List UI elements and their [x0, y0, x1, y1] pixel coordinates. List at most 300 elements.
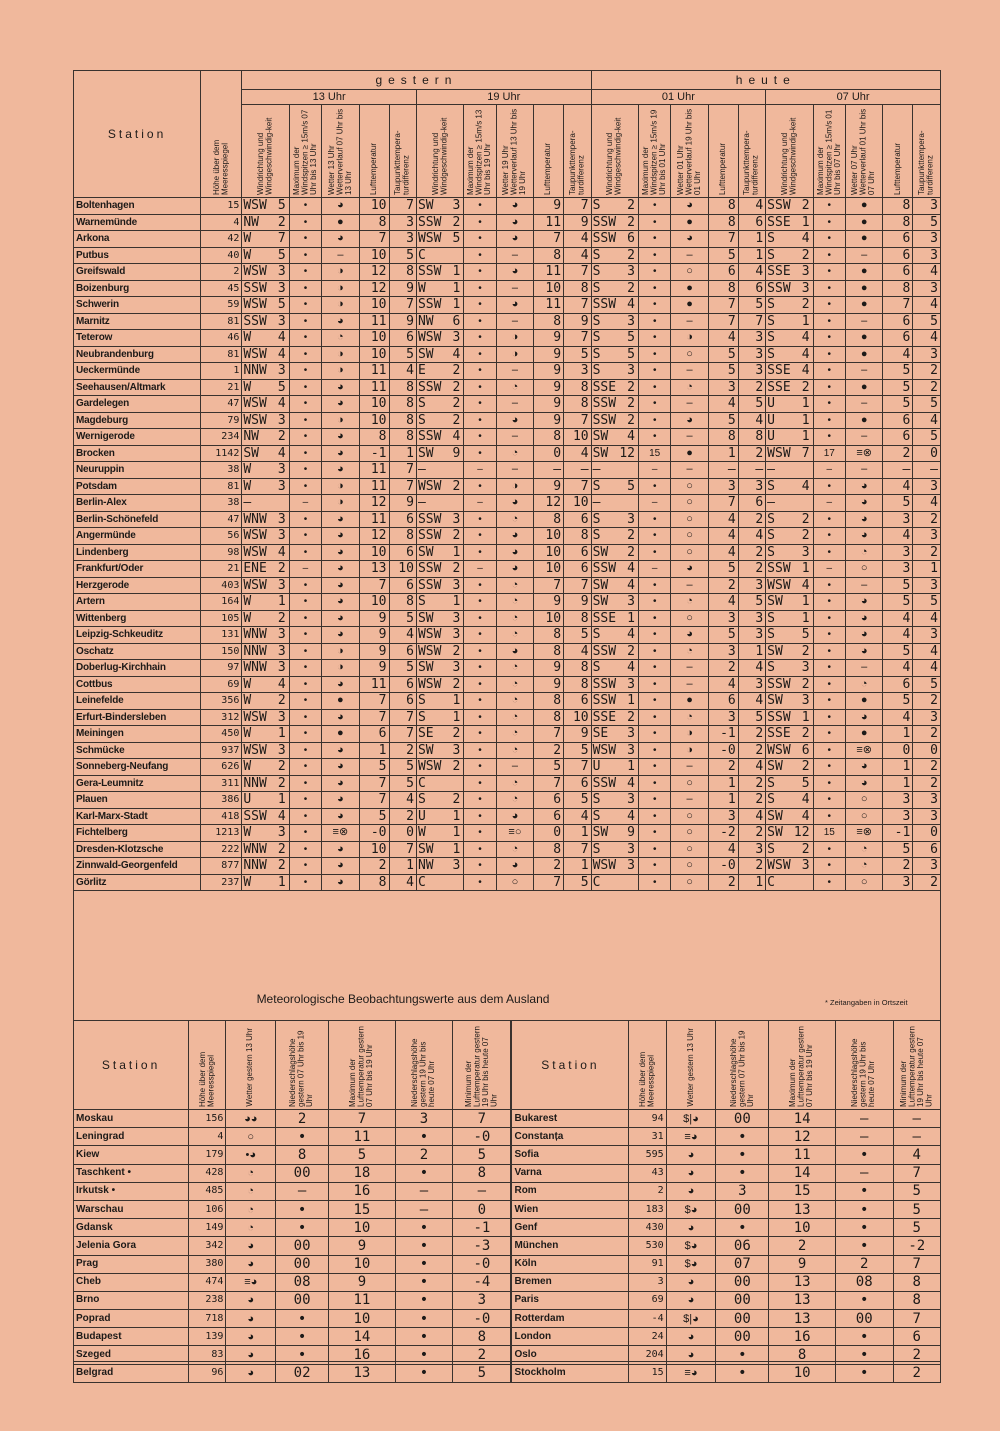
wind-direction: –: [417, 462, 426, 478]
altitude: 238: [189, 1291, 226, 1309]
dewpoint-difference: 1: [738, 231, 765, 248]
wind-direction: SW: [767, 594, 783, 610]
dewpoint-difference: 3: [738, 478, 765, 495]
wind-direction: SW: [767, 643, 783, 659]
wind-gust: •: [289, 676, 321, 693]
table-row: [74, 396, 941, 413]
wind-direction: WSW: [417, 330, 442, 346]
air-temperature: 9: [534, 198, 564, 215]
wind-gust: •: [464, 198, 496, 215]
wind-cell: [416, 511, 463, 528]
weather-symbol: ◑: [322, 643, 359, 660]
wind-speed: 4: [277, 330, 286, 346]
wind-cell: [766, 759, 813, 776]
max-temperature: 5: [329, 1146, 396, 1164]
weather-symbol: –: [671, 429, 708, 446]
station-name: Poprad: [74, 1310, 189, 1328]
air-temperature: 5: [883, 841, 913, 858]
altitude-header: Höhe über dem Meeresspiegel: [201, 71, 242, 198]
air-temperature: 8: [359, 874, 389, 891]
dewpoint-difference: 4: [389, 363, 416, 380]
wind-cell: [766, 396, 813, 413]
wind-direction: U: [767, 396, 775, 412]
wind-cell: [591, 544, 638, 561]
weather-symbol: ≡○: [496, 825, 533, 842]
wind-speed: 2: [627, 412, 635, 428]
air-temperature: 10: [359, 297, 389, 314]
wind-direction: –: [243, 495, 252, 511]
min-temperature: 5: [893, 1200, 941, 1218]
weather-symbol: –: [671, 792, 708, 809]
weather-symbol: ●: [845, 264, 882, 281]
dewpoint-difference: 2: [913, 544, 941, 561]
dewpoint-difference: 6: [564, 511, 592, 528]
wind-speed: 1: [452, 594, 461, 610]
wind-gust: •: [464, 280, 496, 297]
weather-symbol: ◕: [845, 495, 882, 512]
dewpoint-difference: 4: [564, 231, 592, 248]
wind-cell: [591, 825, 638, 842]
wind-direction: C: [592, 874, 601, 890]
dewpoint-difference: 3: [913, 577, 941, 594]
wind-speed: 3: [801, 660, 810, 676]
precipitation-day: •: [716, 1364, 769, 1382]
wind-speed: 2: [627, 643, 635, 659]
wind-cell: [416, 379, 463, 396]
station-name: Leinefelde: [74, 693, 201, 710]
wind-direction: SW: [592, 594, 609, 610]
wind-cell: [591, 478, 638, 495]
air-temperature: 5: [359, 808, 389, 825]
weather-symbol: ◕: [322, 561, 359, 578]
wind-cell: [766, 511, 813, 528]
column-header: Windrichtung und Windgeschwindig-keit: [591, 105, 638, 198]
air-temperature: 7: [883, 297, 913, 314]
wind-speed: 3: [627, 363, 635, 379]
dewpoint-difference: 4: [389, 792, 416, 809]
weather-symbol: ○: [671, 346, 708, 363]
wind-speed: 2: [452, 561, 461, 577]
wind-speed: 4: [277, 808, 286, 824]
wind-gust: •: [813, 808, 845, 825]
precipitation-day: 00: [716, 1200, 769, 1218]
wind-gust: –: [813, 561, 845, 578]
wind-direction: SW: [417, 841, 434, 857]
precipitation-day: •: [716, 1164, 769, 1182]
wind-speed: 2: [627, 247, 635, 263]
wind-gust: •: [289, 396, 321, 413]
air-temperature: 8: [534, 709, 564, 726]
column-header: Windrichtung und Windgeschwindig-keit: [416, 105, 463, 198]
wind-speed: 3: [627, 742, 635, 758]
dewpoint-difference: 6: [564, 775, 592, 792]
wind-gust: •: [289, 231, 321, 248]
dewpoint-difference: 2: [738, 742, 765, 759]
dewpoint-difference: 3: [738, 346, 765, 363]
wind-direction: S: [767, 544, 775, 560]
air-temperature: 10: [534, 528, 564, 545]
wind-gust: •: [464, 231, 496, 248]
air-temperature: 9: [534, 660, 564, 677]
wind-speed: 4: [801, 478, 810, 494]
wind-speed: 1: [801, 594, 810, 610]
wind-gust: •: [813, 726, 845, 743]
weather-symbol: ◕: [666, 1328, 716, 1346]
wind-direction: SW: [592, 445, 609, 461]
station-name: Wernigerode: [74, 429, 201, 446]
dewpoint-difference: 7: [564, 759, 592, 776]
dewpoint-difference: 7: [389, 297, 416, 314]
altitude: 42: [201, 231, 242, 248]
weather-symbol: ◕: [845, 627, 882, 644]
altitude: 106: [189, 1200, 226, 1218]
altitude: 45: [201, 280, 242, 297]
altitude: 81: [201, 346, 242, 363]
altitude: 356: [201, 693, 242, 710]
wind-gust: •: [638, 577, 670, 594]
weather-symbol: ◕: [322, 742, 359, 759]
wind-cell: [766, 726, 813, 743]
altitude: 530: [629, 1237, 666, 1255]
wind-speed: 2: [627, 214, 635, 230]
air-temperature: 1: [883, 759, 913, 776]
altitude: 450: [201, 726, 242, 743]
weather-symbol: ◕: [666, 1182, 716, 1200]
air-temperature: 10: [534, 561, 564, 578]
weather-symbol: ◑: [671, 742, 708, 759]
wind-cell: [766, 643, 813, 660]
wind-speed: 4: [801, 346, 810, 362]
air-temperature: 8: [534, 313, 564, 330]
max-temperature: 13: [769, 1310, 836, 1328]
air-temperature: 7: [534, 577, 564, 594]
wind-cell: [591, 412, 638, 429]
weather-symbol: –: [671, 363, 708, 380]
precipitation-night: 2: [395, 1146, 453, 1164]
min-temperature: 5: [453, 1146, 512, 1164]
wind-gust: –: [464, 561, 496, 578]
max-temperature: 15: [329, 1200, 396, 1218]
station-name: Warschau: [74, 1200, 189, 1218]
altitude: 342: [189, 1237, 226, 1255]
altitude: 139: [189, 1328, 226, 1346]
wind-cell: [591, 660, 638, 677]
dewpoint-difference: 6: [564, 693, 592, 710]
table-row: [74, 264, 941, 281]
wind-gust: •: [464, 792, 496, 809]
weather-symbol: –: [496, 363, 533, 380]
wind-gust: •: [464, 693, 496, 710]
air-temperature: 10: [359, 396, 389, 413]
air-temperature: 9: [534, 346, 564, 363]
wind-gust: •: [289, 264, 321, 281]
precipitation-night: 00: [835, 1310, 893, 1328]
table-row: [74, 759, 941, 776]
wind-speed: 2: [452, 379, 461, 395]
wind-direction: W: [243, 330, 252, 346]
wind-cell: [591, 726, 638, 743]
dewpoint-difference: 6: [564, 544, 592, 561]
wind-direction: WSW: [243, 346, 267, 362]
column-header: Taupunkttempera-turdifferenz: [913, 105, 941, 198]
wind-direction: SSE: [767, 214, 791, 230]
domestic-table: [73, 70, 941, 891]
wind-speed: 3: [277, 511, 286, 527]
weather-symbol: ◕: [322, 198, 359, 215]
min-temperature: -3: [453, 1237, 512, 1255]
wind-cell: [591, 214, 638, 231]
altitude: 150: [201, 643, 242, 660]
precipitation-day: •: [276, 1328, 329, 1346]
wind-direction: WSW: [243, 742, 267, 758]
min-temperature: –: [453, 1182, 512, 1200]
station-name: Fichtelberg: [74, 825, 201, 842]
weather-symbol: ○: [671, 610, 708, 627]
table-row: [74, 792, 941, 809]
station-name: Dresden-Klotzsche: [74, 841, 201, 858]
dewpoint-difference: 5: [738, 297, 765, 314]
wind-speed: 1: [452, 693, 461, 709]
wind-speed: 2: [801, 759, 810, 775]
air-temperature: 13: [359, 561, 389, 578]
dewpoint-difference: 3: [738, 330, 765, 347]
air-temperature: 1: [708, 792, 738, 809]
wind-gust: •: [813, 363, 845, 380]
wind-gust: •: [289, 693, 321, 710]
dewpoint-difference: –: [564, 462, 592, 479]
dewpoint-difference: 3: [389, 231, 416, 248]
wind-speed: 1: [452, 280, 461, 296]
dewpoint-difference: 8: [564, 280, 592, 297]
weather-symbol: ◕: [496, 264, 533, 281]
altitude: 4: [189, 1128, 226, 1146]
wind-speed: 3: [452, 627, 461, 643]
wind-gust: •: [464, 412, 496, 429]
table-row: [74, 1255, 941, 1273]
wind-cell: [416, 808, 463, 825]
air-temperature: 4: [883, 660, 913, 677]
wind-direction: SE: [592, 726, 609, 742]
wind-gust: •: [464, 346, 496, 363]
wind-speed: 3: [627, 841, 635, 857]
column-header: Maximum der Lufttemperatur gestern 07 Uhr bis 19 Uhr: [769, 1021, 836, 1110]
wind-speed: 1: [801, 561, 810, 577]
wind-speed: 1: [801, 429, 810, 445]
station-name: Budapest: [74, 1328, 189, 1346]
max-temperature: 11: [329, 1291, 396, 1309]
wind-cell: [766, 429, 813, 446]
wind-direction: SSW: [417, 577, 442, 593]
wind-gust: –: [638, 561, 670, 578]
air-temperature: 3: [883, 561, 913, 578]
wind-speed: 4: [801, 330, 810, 346]
wind-direction: NNW: [243, 643, 267, 659]
dewpoint-difference: 8: [389, 379, 416, 396]
dewpoint-difference: 5: [913, 396, 941, 413]
wind-speed: 2: [801, 643, 810, 659]
wind-gust: •: [813, 792, 845, 809]
wind-gust: •: [464, 396, 496, 413]
altitude: 83: [189, 1346, 226, 1364]
wind-gust: •: [289, 874, 321, 891]
group-today: heute: [591, 71, 940, 90]
air-temperature: 0: [534, 825, 564, 842]
wind-speed: 1: [452, 808, 461, 824]
weather-symbol: ●: [845, 330, 882, 347]
wind-cell: [766, 478, 813, 495]
wind-gust: •: [464, 610, 496, 627]
wind-cell: [242, 660, 289, 677]
wind-direction: W: [243, 825, 252, 841]
wind-gust: •: [289, 627, 321, 644]
precipitation-day: •: [276, 1346, 329, 1364]
wind-speed: 2: [801, 841, 810, 857]
wind-direction: W: [243, 610, 252, 626]
dewpoint-difference: 3: [564, 363, 592, 380]
wind-gust: •: [464, 313, 496, 330]
dewpoint-difference: 2: [738, 511, 765, 528]
dewpoint-difference: 7: [564, 577, 592, 594]
wind-cell: [591, 775, 638, 792]
weather-symbol: –: [671, 247, 708, 264]
precipitation-night: •: [395, 1255, 453, 1273]
weather-symbol: ◔: [496, 775, 533, 792]
wind-direction: SSW: [592, 676, 617, 692]
dewpoint-difference: 2: [913, 379, 941, 396]
dewpoint-difference: 2: [913, 759, 941, 776]
max-temperature: 16: [329, 1182, 396, 1200]
air-temperature: 4: [883, 610, 913, 627]
table-row: [74, 478, 941, 495]
air-temperature: 3: [708, 379, 738, 396]
wind-direction: SW: [592, 577, 609, 593]
wind-direction: W: [243, 247, 252, 263]
table-row: [74, 1310, 941, 1328]
air-temperature: 7: [534, 726, 564, 743]
dewpoint-difference: 7: [389, 726, 416, 743]
dewpoint-difference: 3: [913, 858, 941, 875]
wind-gust: •: [638, 709, 670, 726]
dewpoint-difference: 1: [738, 247, 765, 264]
weather-symbol: ≡⊗: [845, 742, 882, 759]
wind-cell: [242, 709, 289, 726]
wind-direction: SSW: [592, 693, 617, 709]
weather-symbol: ◕: [496, 643, 533, 660]
weather-symbol: ≡⊗: [845, 825, 882, 842]
wind-gust: •: [464, 379, 496, 396]
dewpoint-difference: 7: [389, 841, 416, 858]
weather-symbol: ◔: [496, 792, 533, 809]
dewpoint-difference: 5: [913, 429, 941, 446]
wind-gust: –: [464, 462, 496, 479]
altitude: 595: [629, 1146, 666, 1164]
station-name: Leipzig-Schkeuditz: [74, 627, 201, 644]
wind-speed: 4: [627, 627, 635, 643]
wind-cell: [242, 511, 289, 528]
dewpoint-difference: 0: [913, 445, 941, 462]
wind-gust: •: [464, 726, 496, 743]
wind-cell: [242, 544, 289, 561]
wind-speed: 5: [801, 775, 810, 791]
table-row: [74, 231, 941, 248]
wind-gust: •: [638, 808, 670, 825]
min-temperature: 7: [893, 1255, 941, 1273]
wind-gust: •: [289, 511, 321, 528]
weather-symbol: ◕: [322, 759, 359, 776]
wind-direction: SW: [592, 825, 609, 841]
wind-cell: [242, 247, 289, 264]
weather-symbol: ●: [671, 280, 708, 297]
wind-direction: SSW: [592, 297, 617, 313]
wind-cell: [766, 214, 813, 231]
dewpoint-difference: 10: [389, 561, 416, 578]
air-temperature: 8: [359, 214, 389, 231]
wind-cell: [591, 379, 638, 396]
station-name: Sofia: [511, 1146, 628, 1164]
wind-speed: 3: [801, 264, 810, 280]
wind-gust: –: [289, 561, 321, 578]
wind-speed: 4: [801, 808, 810, 824]
air-temperature: –: [883, 462, 913, 479]
column-header: Lufttemperatur: [708, 105, 738, 198]
wind-cell: [416, 858, 463, 875]
weather-symbol: ◔: [322, 330, 359, 347]
air-temperature: 8: [883, 214, 913, 231]
dewpoint-difference: 8: [564, 660, 592, 677]
wind-gust: •: [464, 247, 496, 264]
wind-gust: •: [464, 264, 496, 281]
weather-symbol: ◕: [496, 808, 533, 825]
weather-symbol: ◔: [496, 445, 533, 462]
wind-speed: 1: [801, 709, 810, 725]
column-header: Höhe über dem Meeresspiegel: [189, 1021, 226, 1110]
wind-gust: •: [638, 330, 670, 347]
wind-direction: SW: [417, 610, 434, 626]
wind-direction: NNW: [243, 858, 267, 874]
wind-direction: NW: [243, 429, 260, 445]
table-row: [74, 1237, 941, 1255]
table-row: [74, 346, 941, 363]
wind-direction: WSW: [417, 478, 442, 494]
precipitation-day: 00: [276, 1164, 329, 1182]
dewpoint-difference: 4: [564, 643, 592, 660]
weather-symbol: ○: [226, 1128, 276, 1146]
wind-direction: WSW: [243, 528, 267, 544]
wind-direction: WSW: [592, 858, 617, 874]
wind-speed: 5: [627, 478, 635, 494]
air-temperature: 7: [359, 693, 389, 710]
air-temperature: 11: [359, 313, 389, 330]
wind-speed: 3: [277, 280, 286, 296]
wind-speed: 6: [801, 742, 810, 758]
wind-gust: •: [289, 462, 321, 479]
dewpoint-difference: 1: [738, 643, 765, 660]
dewpoint-difference: 1: [913, 561, 941, 578]
wind-cell: [416, 330, 463, 347]
wind-direction: S: [767, 792, 775, 808]
wind-speed: 5: [277, 198, 286, 214]
weather-symbol: ◕: [322, 313, 359, 330]
wind-direction: U: [592, 759, 601, 775]
air-temperature: 6: [708, 264, 738, 281]
precipitation-day: 02: [276, 1364, 329, 1382]
wind-cell: [766, 775, 813, 792]
wind-gust: •: [813, 396, 845, 413]
weather-symbol: ○: [671, 825, 708, 842]
weather-symbol: ◕: [322, 627, 359, 644]
wind-gust: •: [638, 759, 670, 776]
precipitation-night: •: [395, 1128, 453, 1146]
